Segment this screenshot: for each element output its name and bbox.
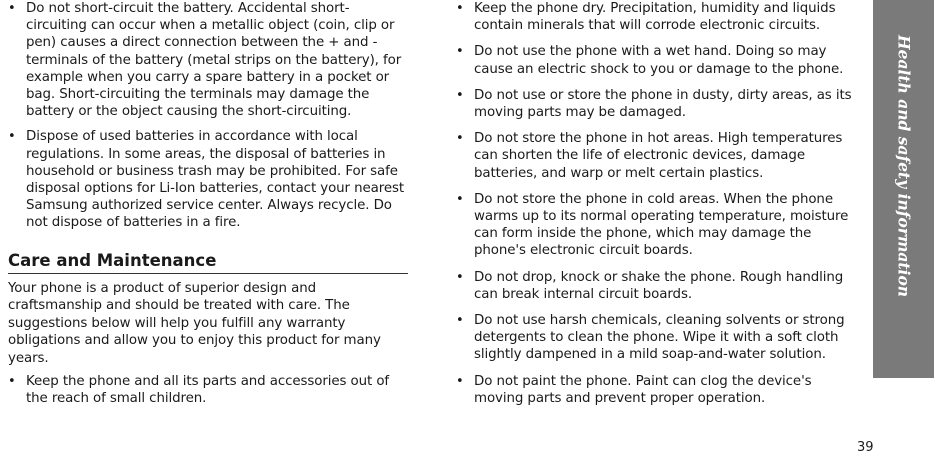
list-item: • Do not drop, knock or shake the phone. Rough handling can break internal circuit boards.	[456, 269, 856, 303]
list-item: • Keep the phone dry. Precipitation, humidity and liquids contain minerals that will corrode electronic circuits.	[456, 0, 856, 34]
care-bullet-list	[8, 373, 408, 407]
list-item: • Do not use the phone with a wet hand. Doing so may cause an electric shock to you or damage to the phone.	[456, 43, 856, 77]
list-item: • Do not use or store the phone in dusty, dirty areas, as its moving parts may be damaged.	[456, 87, 856, 121]
intro-paragraph: Your phone is a product of superior design and craftsmanship and should be treated with care. The suggestions below will help you fulfill any warranty obligations and allow you to enjoy this product for many years.	[8, 281, 381, 366]
page-number: 39	[857, 440, 874, 455]
list-item: • Dispose of used batteries in accordance with local regulations. In some areas, the disposal of batteries in household or business trash may be prohibited. For safe disposal options for Li-Ion batteries, contact your nearest Samsung authorized service center. Always recycle. Do not dispose of batteries in a fire.	[8, 128, 408, 231]
list-item: • Do not short-circuit the battery. Accidental short-circuiting can occur when a metallic object (coin, clip or pen) causes a direct connection between the + and - terminals of the battery (metal strips on the battery), for example when you carry a spare battery in a pocket or bag. Short-circuiting the terminals may damage the battery or the object causing the short-circuiting.	[8, 0, 408, 120]
chapter-title: Health and safety information	[894, 35, 913, 298]
battery-bullet-list	[8, 0, 408, 240]
maintenance-bullet-list	[456, 0, 856, 407]
list-item: • Do not store the phone in hot areas. High temperatures can shorten the life of electronic devices, damage batteries, and warp or melt certain plastics.	[456, 130, 856, 182]
section-heading: Care and Maintenance	[8, 252, 408, 274]
chapter-sidebar-tab	[873, 0, 934, 378]
list-item: • Do not store the phone in cold areas. When the phone warms up to its normal operating temperature, moisture can form inside the phone, which may damage the phone's electronic circuit boards.	[456, 191, 856, 260]
list-item: • Keep the phone and all its parts and accessories out of the reach of small children.	[8, 373, 408, 407]
list-item: • Do not paint the phone. Paint can clog the device's moving parts and prevent proper operation.	[456, 373, 856, 407]
list-item: • Do not use harsh chemicals, cleaning solvents or strong detergents to clean the phone. Wipe it with a soft cloth slightly dampened in a mild soap-and-water solution.	[456, 312, 856, 364]
right-column	[456, 0, 856, 416]
